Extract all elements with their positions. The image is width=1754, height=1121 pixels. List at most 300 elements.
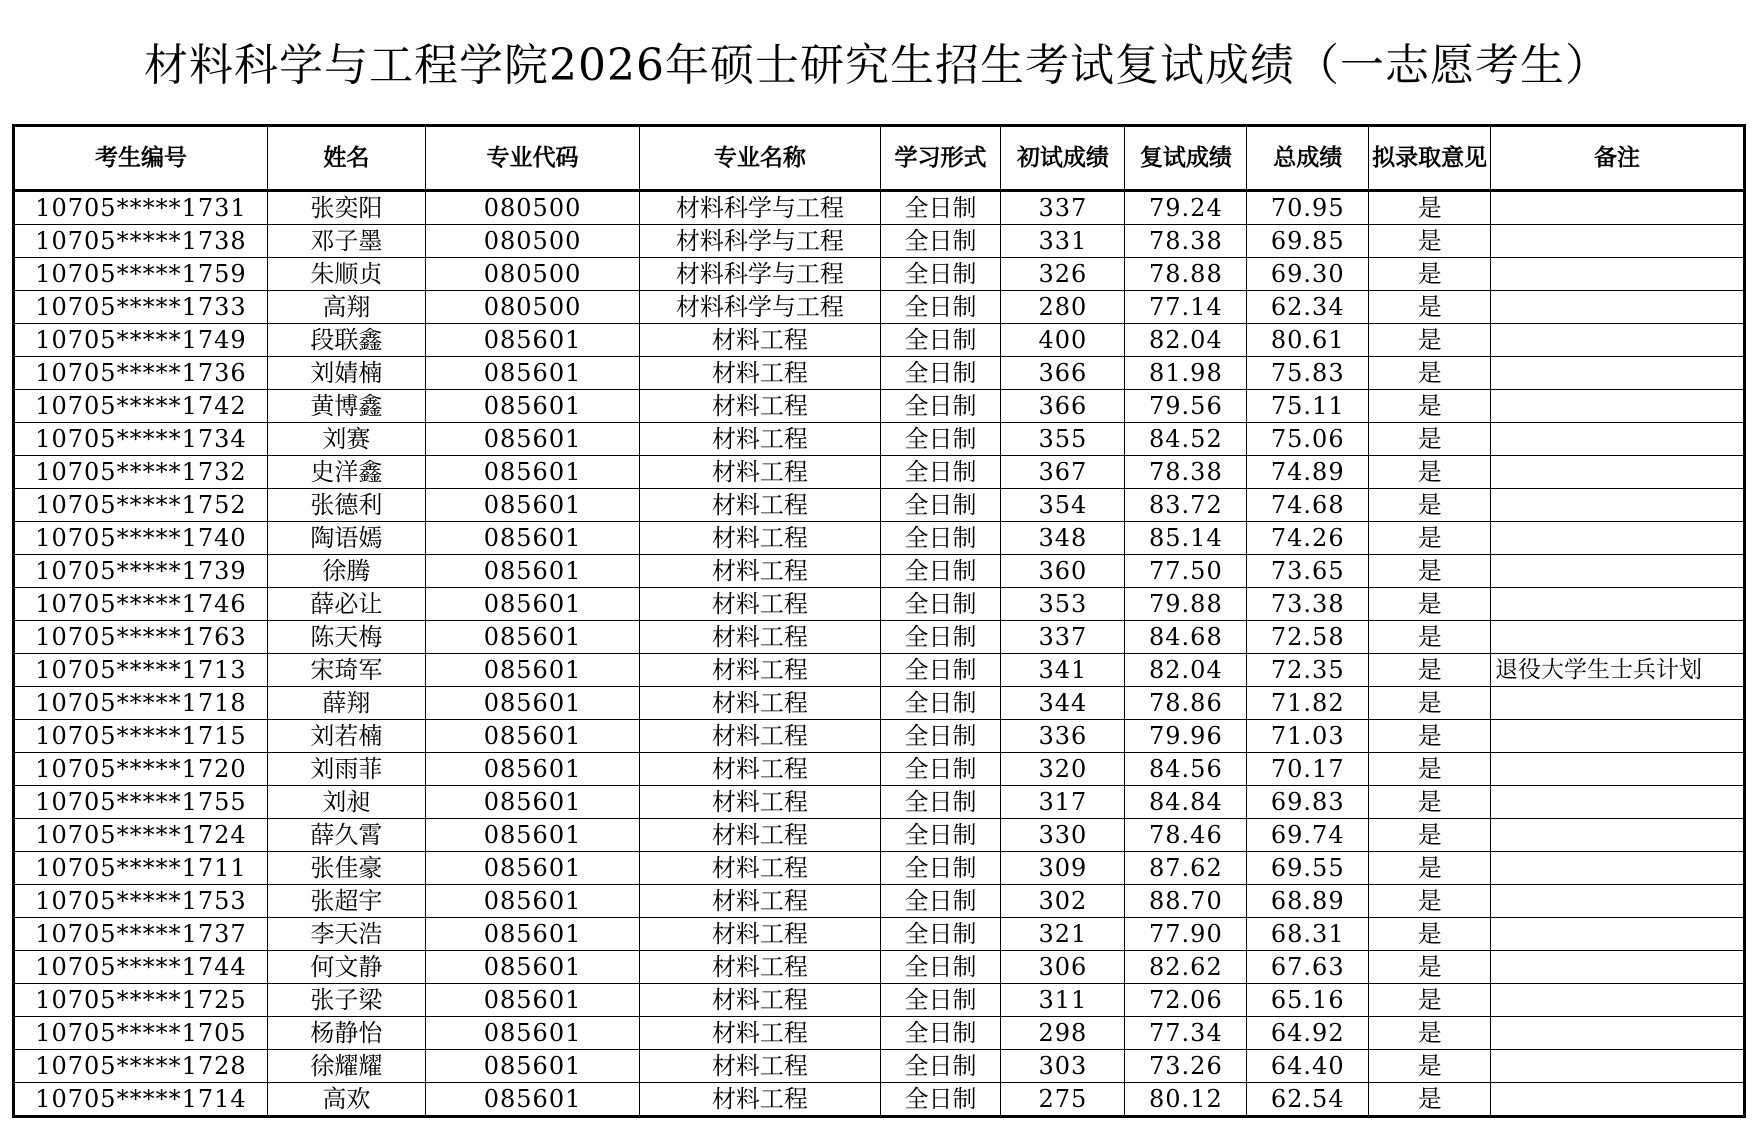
major-name-cell: 材料工程	[640, 489, 880, 522]
major-name-cell: 材料工程	[640, 555, 880, 588]
table-row	[14, 687, 1745, 720]
study-mode-cell: 全日制	[880, 687, 1001, 720]
initial-score-cell: 400	[1001, 324, 1125, 357]
exam-id-cell: 10705*****1763	[14, 621, 268, 654]
table-row	[14, 191, 1745, 225]
initial-score-cell: 309	[1001, 852, 1125, 885]
admission-opinion-cell: 是	[1369, 918, 1491, 951]
initial-score-cell: 366	[1001, 390, 1125, 423]
table-row	[14, 522, 1745, 555]
initial-score-cell: 302	[1001, 885, 1125, 918]
total-score-cell: 69.83	[1247, 786, 1369, 819]
major-code-cell: 085601	[425, 753, 639, 786]
name-cell: 史洋鑫	[267, 456, 425, 489]
header-cell-retest-score: 复试成绩	[1125, 126, 1247, 191]
table-row	[14, 456, 1745, 489]
major-code-cell: 085601	[425, 951, 639, 984]
major-name-cell: 材料工程	[640, 918, 880, 951]
name-cell: 杨静怡	[267, 1017, 425, 1050]
initial-score-cell: 337	[1001, 191, 1125, 225]
study-mode-cell: 全日制	[880, 918, 1001, 951]
total-score-cell: 75.06	[1247, 423, 1369, 456]
admission-opinion-cell: 是	[1369, 456, 1491, 489]
initial-score-cell: 306	[1001, 951, 1125, 984]
admission-opinion-cell: 是	[1369, 885, 1491, 918]
study-mode-cell: 全日制	[880, 951, 1001, 984]
admission-opinion-cell: 是	[1369, 291, 1491, 324]
remarks-cell	[1491, 819, 1745, 852]
total-score-cell: 73.65	[1247, 555, 1369, 588]
admission-opinion-cell: 是	[1369, 588, 1491, 621]
remarks-cell	[1491, 555, 1745, 588]
total-score-cell: 75.11	[1247, 390, 1369, 423]
major-code-cell: 085601	[425, 324, 639, 357]
initial-score-cell: 330	[1001, 819, 1125, 852]
major-code-cell: 085601	[425, 852, 639, 885]
table-row	[14, 819, 1745, 852]
admission-opinion-cell: 是	[1369, 390, 1491, 423]
total-score-cell: 64.40	[1247, 1050, 1369, 1083]
name-cell: 徐耀耀	[267, 1050, 425, 1083]
remarks-cell: 退役大学生士兵计划	[1491, 654, 1745, 687]
table-row	[14, 1017, 1745, 1050]
major-name-cell: 材料科学与工程	[640, 225, 880, 258]
major-name-cell: 材料工程	[640, 621, 880, 654]
retest-score-cell: 85.14	[1125, 522, 1247, 555]
header-row	[14, 126, 1745, 191]
remarks-cell	[1491, 1083, 1745, 1117]
exam-id-cell: 10705*****1718	[14, 687, 268, 720]
admission-opinion-cell: 是	[1369, 357, 1491, 390]
name-cell: 刘赛	[267, 423, 425, 456]
study-mode-cell: 全日制	[880, 588, 1001, 621]
total-score-cell: 68.89	[1247, 885, 1369, 918]
table-row	[14, 984, 1745, 1017]
name-cell: 何文静	[267, 951, 425, 984]
table-row	[14, 489, 1745, 522]
initial-score-cell: 360	[1001, 555, 1125, 588]
study-mode-cell: 全日制	[880, 423, 1001, 456]
exam-id-cell: 10705*****1711	[14, 852, 268, 885]
exam-id-cell: 10705*****1738	[14, 225, 268, 258]
retest-score-cell: 88.70	[1125, 885, 1247, 918]
retest-score-cell: 78.88	[1125, 258, 1247, 291]
major-name-cell: 材料工程	[640, 687, 880, 720]
table-row	[14, 621, 1745, 654]
header-cell-admission-opinion: 拟录取意见	[1369, 126, 1491, 191]
major-code-cell: 085601	[425, 522, 639, 555]
initial-score-cell: 317	[1001, 786, 1125, 819]
exam-id-cell: 10705*****1734	[14, 423, 268, 456]
retest-score-cell: 78.38	[1125, 456, 1247, 489]
major-code-cell: 085601	[425, 423, 639, 456]
remarks-cell	[1491, 522, 1745, 555]
exam-id-cell: 10705*****1713	[14, 654, 268, 687]
initial-score-cell: 280	[1001, 291, 1125, 324]
table-row	[14, 786, 1745, 819]
major-name-cell: 材料工程	[640, 1017, 880, 1050]
study-mode-cell: 全日制	[880, 390, 1001, 423]
exam-id-cell: 10705*****1728	[14, 1050, 268, 1083]
major-name-cell: 材料工程	[640, 522, 880, 555]
initial-score-cell: 311	[1001, 984, 1125, 1017]
initial-score-cell: 344	[1001, 687, 1125, 720]
name-cell: 薛必让	[267, 588, 425, 621]
table-row	[14, 1050, 1745, 1083]
admission-opinion-cell: 是	[1369, 753, 1491, 786]
major-code-cell: 080500	[425, 291, 639, 324]
name-cell: 高欢	[267, 1083, 425, 1117]
retest-score-cell: 84.52	[1125, 423, 1247, 456]
total-score-cell: 71.82	[1247, 687, 1369, 720]
remarks-cell	[1491, 423, 1745, 456]
remarks-cell	[1491, 753, 1745, 786]
name-cell: 宋琦军	[267, 654, 425, 687]
name-cell: 黄博鑫	[267, 390, 425, 423]
table-row	[14, 258, 1745, 291]
exam-id-cell: 10705*****1705	[14, 1017, 268, 1050]
major-code-cell: 085601	[425, 357, 639, 390]
table-row	[14, 753, 1745, 786]
initial-score-cell: 336	[1001, 720, 1125, 753]
study-mode-cell: 全日制	[880, 1083, 1001, 1117]
retest-score-cell: 84.68	[1125, 621, 1247, 654]
retest-score-cell: 84.84	[1125, 786, 1247, 819]
total-score-cell: 74.68	[1247, 489, 1369, 522]
major-name-cell: 材料工程	[640, 885, 880, 918]
retest-score-cell: 77.14	[1125, 291, 1247, 324]
study-mode-cell: 全日制	[880, 984, 1001, 1017]
exam-id-cell: 10705*****1746	[14, 588, 268, 621]
total-score-cell: 69.55	[1247, 852, 1369, 885]
major-name-cell: 材料工程	[640, 852, 880, 885]
major-name-cell: 材料工程	[640, 390, 880, 423]
table-row	[14, 291, 1745, 324]
study-mode-cell: 全日制	[880, 852, 1001, 885]
initial-score-cell: 367	[1001, 456, 1125, 489]
study-mode-cell: 全日制	[880, 225, 1001, 258]
name-cell: 高翔	[267, 291, 425, 324]
exam-id-cell: 10705*****1732	[14, 456, 268, 489]
study-mode-cell: 全日制	[880, 456, 1001, 489]
header-cell-name: 姓名	[267, 126, 425, 191]
major-name-cell: 材料工程	[640, 753, 880, 786]
table-body	[14, 191, 1745, 1117]
name-cell: 段联鑫	[267, 324, 425, 357]
name-cell: 张德利	[267, 489, 425, 522]
admission-opinion-cell: 是	[1369, 324, 1491, 357]
name-cell: 朱顺贞	[267, 258, 425, 291]
remarks-cell	[1491, 885, 1745, 918]
retest-score-cell: 78.86	[1125, 687, 1247, 720]
table-row	[14, 324, 1745, 357]
total-score-cell: 75.83	[1247, 357, 1369, 390]
admission-opinion-cell: 是	[1369, 951, 1491, 984]
total-score-cell: 72.58	[1247, 621, 1369, 654]
name-cell: 刘婧楠	[267, 357, 425, 390]
table-row	[14, 918, 1745, 951]
retest-score-cell: 82.62	[1125, 951, 1247, 984]
total-score-cell: 67.63	[1247, 951, 1369, 984]
major-code-cell: 085601	[425, 588, 639, 621]
exam-id-cell: 10705*****1737	[14, 918, 268, 951]
study-mode-cell: 全日制	[880, 819, 1001, 852]
exam-id-cell: 10705*****1724	[14, 819, 268, 852]
major-code-cell: 085601	[425, 1083, 639, 1117]
initial-score-cell: 326	[1001, 258, 1125, 291]
total-score-cell: 74.89	[1247, 456, 1369, 489]
total-score-cell: 62.54	[1247, 1083, 1369, 1117]
admission-opinion-cell: 是	[1369, 819, 1491, 852]
retest-score-cell: 73.26	[1125, 1050, 1247, 1083]
major-name-cell: 材料科学与工程	[640, 258, 880, 291]
retest-score-cell: 79.24	[1125, 191, 1247, 225]
remarks-cell	[1491, 324, 1745, 357]
admission-opinion-cell: 是	[1369, 555, 1491, 588]
admission-opinion-cell: 是	[1369, 1083, 1491, 1117]
retest-score-cell: 72.06	[1125, 984, 1247, 1017]
name-cell: 刘雨菲	[267, 753, 425, 786]
remarks-cell	[1491, 918, 1745, 951]
name-cell: 刘若楠	[267, 720, 425, 753]
total-score-cell: 69.85	[1247, 225, 1369, 258]
major-code-cell: 085601	[425, 1050, 639, 1083]
retest-score-cell: 77.50	[1125, 555, 1247, 588]
study-mode-cell: 全日制	[880, 522, 1001, 555]
remarks-cell	[1491, 984, 1745, 1017]
study-mode-cell: 全日制	[880, 191, 1001, 225]
major-code-cell: 085601	[425, 456, 639, 489]
study-mode-cell: 全日制	[880, 324, 1001, 357]
total-score-cell: 69.30	[1247, 258, 1369, 291]
initial-score-cell: 337	[1001, 621, 1125, 654]
major-code-cell: 085601	[425, 621, 639, 654]
major-code-cell: 085601	[425, 489, 639, 522]
initial-score-cell: 355	[1001, 423, 1125, 456]
admission-opinion-cell: 是	[1369, 1017, 1491, 1050]
admission-opinion-cell: 是	[1369, 489, 1491, 522]
study-mode-cell: 全日制	[880, 654, 1001, 687]
table-row	[14, 1083, 1745, 1117]
name-cell: 张子梁	[267, 984, 425, 1017]
retest-score-cell: 79.88	[1125, 588, 1247, 621]
exam-id-cell: 10705*****1759	[14, 258, 268, 291]
remarks-cell	[1491, 720, 1745, 753]
table-row	[14, 555, 1745, 588]
retest-score-cell: 87.62	[1125, 852, 1247, 885]
header-cell-study-mode: 学习形式	[880, 126, 1001, 191]
remarks-cell	[1491, 225, 1745, 258]
major-code-cell: 085601	[425, 1017, 639, 1050]
exam-id-cell: 10705*****1740	[14, 522, 268, 555]
study-mode-cell: 全日制	[880, 258, 1001, 291]
exam-id-cell: 10705*****1715	[14, 720, 268, 753]
retest-score-cell: 83.72	[1125, 489, 1247, 522]
retest-score-cell: 79.56	[1125, 390, 1247, 423]
header-cell-remarks: 备注	[1491, 126, 1745, 191]
major-name-cell: 材料工程	[640, 357, 880, 390]
retest-score-cell: 78.46	[1125, 819, 1247, 852]
total-score-cell: 73.38	[1247, 588, 1369, 621]
study-mode-cell: 全日制	[880, 489, 1001, 522]
exam-id-cell: 10705*****1733	[14, 291, 268, 324]
header-cell-total-score: 总成绩	[1247, 126, 1369, 191]
retest-score-cell: 77.90	[1125, 918, 1247, 951]
admission-opinion-cell: 是	[1369, 621, 1491, 654]
initial-score-cell: 320	[1001, 753, 1125, 786]
exam-id-cell: 10705*****1714	[14, 1083, 268, 1117]
major-name-cell: 材料工程	[640, 654, 880, 687]
remarks-cell	[1491, 357, 1745, 390]
study-mode-cell: 全日制	[880, 720, 1001, 753]
major-code-cell: 085601	[425, 984, 639, 1017]
initial-score-cell: 321	[1001, 918, 1125, 951]
major-name-cell: 材料工程	[640, 588, 880, 621]
page-title: 材料科学与工程学院2026年硕士研究生招生考试复试成绩（一志愿考生）	[144, 40, 1610, 91]
major-name-cell: 材料工程	[640, 951, 880, 984]
retest-score-cell: 82.04	[1125, 324, 1247, 357]
retest-score-cell: 84.56	[1125, 753, 1247, 786]
major-name-cell: 材料工程	[640, 720, 880, 753]
retest-score-cell: 81.98	[1125, 357, 1247, 390]
exam-id-cell: 10705*****1755	[14, 786, 268, 819]
initial-score-cell: 366	[1001, 357, 1125, 390]
exam-id-cell: 10705*****1752	[14, 489, 268, 522]
study-mode-cell: 全日制	[880, 1050, 1001, 1083]
total-score-cell: 65.16	[1247, 984, 1369, 1017]
remarks-cell	[1491, 258, 1745, 291]
exam-id-cell: 10705*****1736	[14, 357, 268, 390]
major-name-cell: 材料工程	[640, 1083, 880, 1117]
exam-id-cell: 10705*****1744	[14, 951, 268, 984]
total-score-cell: 71.03	[1247, 720, 1369, 753]
name-cell: 陶语嫣	[267, 522, 425, 555]
name-cell: 陈天梅	[267, 621, 425, 654]
major-code-cell: 085601	[425, 654, 639, 687]
retest-score-cell: 80.12	[1125, 1083, 1247, 1117]
major-code-cell: 085601	[425, 687, 639, 720]
admission-opinion-cell: 是	[1369, 225, 1491, 258]
admission-opinion-cell: 是	[1369, 191, 1491, 225]
remarks-cell	[1491, 687, 1745, 720]
major-name-cell: 材料工程	[640, 984, 880, 1017]
table-row	[14, 951, 1745, 984]
major-code-cell: 085601	[425, 390, 639, 423]
name-cell: 薛久霄	[267, 819, 425, 852]
major-name-cell: 材料工程	[640, 324, 880, 357]
initial-score-cell: 348	[1001, 522, 1125, 555]
remarks-cell	[1491, 456, 1745, 489]
retest-score-cell: 78.38	[1125, 225, 1247, 258]
name-cell: 张超宇	[267, 885, 425, 918]
exam-id-cell: 10705*****1725	[14, 984, 268, 1017]
remarks-cell	[1491, 786, 1745, 819]
admission-opinion-cell: 是	[1369, 423, 1491, 456]
study-mode-cell: 全日制	[880, 753, 1001, 786]
initial-score-cell: 354	[1001, 489, 1125, 522]
initial-score-cell: 303	[1001, 1050, 1125, 1083]
exam-id-cell: 10705*****1753	[14, 885, 268, 918]
study-mode-cell: 全日制	[880, 885, 1001, 918]
remarks-cell	[1491, 588, 1745, 621]
admission-opinion-cell: 是	[1369, 522, 1491, 555]
header-cell-major-name: 专业名称	[640, 126, 880, 191]
major-code-cell: 080500	[425, 191, 639, 225]
admission-opinion-cell: 是	[1369, 984, 1491, 1017]
admission-opinion-cell: 是	[1369, 654, 1491, 687]
total-score-cell: 72.35	[1247, 654, 1369, 687]
remarks-cell	[1491, 1050, 1745, 1083]
score-table	[12, 124, 1746, 1118]
header-cell-exam-id: 考生编号	[14, 126, 268, 191]
name-cell: 邓子墨	[267, 225, 425, 258]
table-row	[14, 852, 1745, 885]
header-cell-major-code: 专业代码	[425, 126, 639, 191]
table-header	[14, 126, 1745, 191]
remarks-cell	[1491, 390, 1745, 423]
initial-score-cell: 275	[1001, 1083, 1125, 1117]
table-row	[14, 357, 1745, 390]
study-mode-cell: 全日制	[880, 357, 1001, 390]
major-name-cell: 材料工程	[640, 786, 880, 819]
major-name-cell: 材料工程	[640, 819, 880, 852]
table-row	[14, 885, 1745, 918]
major-name-cell: 材料工程	[640, 1050, 880, 1083]
major-code-cell: 085601	[425, 720, 639, 753]
remarks-cell	[1491, 852, 1745, 885]
header-cell-initial-score: 初试成绩	[1001, 126, 1125, 191]
exam-id-cell: 10705*****1742	[14, 390, 268, 423]
study-mode-cell: 全日制	[880, 291, 1001, 324]
remarks-cell	[1491, 191, 1745, 225]
study-mode-cell: 全日制	[880, 786, 1001, 819]
total-score-cell: 70.17	[1247, 753, 1369, 786]
admission-opinion-cell: 是	[1369, 786, 1491, 819]
remarks-cell	[1491, 489, 1745, 522]
total-score-cell: 80.61	[1247, 324, 1369, 357]
remarks-cell	[1491, 951, 1745, 984]
name-cell: 张奕阳	[267, 191, 425, 225]
table-row	[14, 588, 1745, 621]
exam-id-cell: 10705*****1749	[14, 324, 268, 357]
name-cell: 薛翔	[267, 687, 425, 720]
name-cell: 李天浩	[267, 918, 425, 951]
admission-opinion-cell: 是	[1369, 687, 1491, 720]
study-mode-cell: 全日制	[880, 1017, 1001, 1050]
major-name-cell: 材料工程	[640, 423, 880, 456]
major-code-cell: 085601	[425, 786, 639, 819]
admission-opinion-cell: 是	[1369, 258, 1491, 291]
name-cell: 张佳豪	[267, 852, 425, 885]
remarks-cell	[1491, 1017, 1745, 1050]
initial-score-cell: 353	[1001, 588, 1125, 621]
total-score-cell: 68.31	[1247, 918, 1369, 951]
total-score-cell: 74.26	[1247, 522, 1369, 555]
admission-opinion-cell: 是	[1369, 1050, 1491, 1083]
exam-id-cell: 10705*****1739	[14, 555, 268, 588]
initial-score-cell: 298	[1001, 1017, 1125, 1050]
major-code-cell: 080500	[425, 258, 639, 291]
initial-score-cell: 331	[1001, 225, 1125, 258]
name-cell: 刘昶	[267, 786, 425, 819]
major-code-cell: 085601	[425, 555, 639, 588]
exam-id-cell: 10705*****1731	[14, 191, 268, 225]
remarks-cell	[1491, 291, 1745, 324]
major-code-cell: 085601	[425, 918, 639, 951]
initial-score-cell: 341	[1001, 654, 1125, 687]
total-score-cell: 62.34	[1247, 291, 1369, 324]
total-score-cell: 69.74	[1247, 819, 1369, 852]
